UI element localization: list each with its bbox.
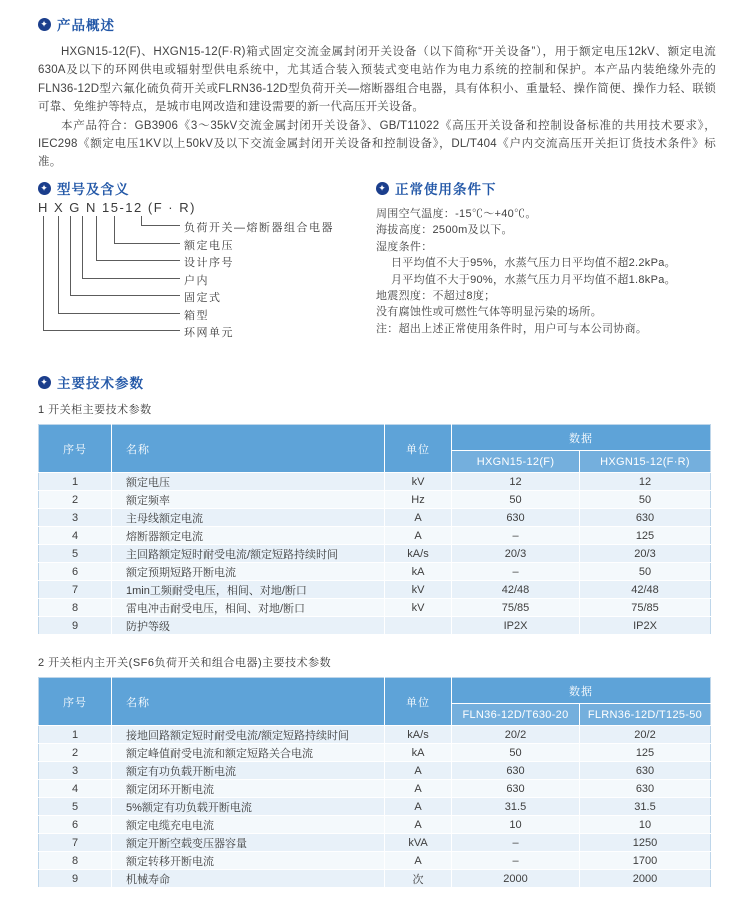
conditions-list [376,206,724,337]
table-cell: 额定预期短路开断电流 [112,563,385,581]
table-cell: 5%额定有功负载开断电流 [112,798,385,816]
table-cell: 2 [39,744,112,762]
table2-header-unit: 单位 [385,678,452,726]
section-title-overview: 产品概述 [57,18,115,33]
table-cell: 5 [39,545,112,563]
condition-line: 地震烈度：不超过8度； [376,290,496,303]
table-cell: 1 [39,726,112,744]
table-cell: 额定开断空载变压器容量 [112,834,385,852]
designation-branch-label: 负荷开关—熔断器组合电器 [184,222,334,234]
condition-line: 没有腐蚀性或可燃性气体等明显污染的场所。 [376,306,602,319]
table-cell: 接地回路额定短时耐受电流/额定短路持续时间 [112,726,385,744]
table-cell: kA [385,744,452,762]
table-cell: 额定频率 [112,491,385,509]
condition-line: 湿度条件： [376,240,433,253]
table-switchgear-params [38,424,711,635]
table-cell: 75/85 [580,599,711,617]
table-cell: 额定电缆充电电流 [112,816,385,834]
table-cell: 20/3 [580,545,711,563]
section-normal-use-conditions [376,178,724,337]
table-cell: 31.5 [580,798,711,816]
star-in-circle-icon: ✦ [38,376,51,389]
table-cell: kV [385,599,452,617]
section-heading-overview [38,14,716,34]
table-cell: 10 [580,816,711,834]
table-cell: 3 [39,509,112,527]
table-row [39,527,711,545]
table-cell: 熔断器额定电流 [112,527,385,545]
table-cell: Hz [385,491,452,509]
table1-header-name: 名称 [112,425,385,473]
table-cell: 2000 [580,870,711,888]
table-row [39,798,711,816]
table-row [39,581,711,599]
table-cell: 20/2 [580,726,711,744]
table-cell: 额定电压 [112,473,385,491]
table-cell: 31.5 [452,798,580,816]
table1-header-index: 序号 [39,425,112,473]
designation-branch-label: 环网单元 [184,327,234,339]
section-technical-parameters [38,372,716,888]
table-cell: 6 [39,563,112,581]
table-cell: 2000 [452,870,580,888]
table-cell: A [385,798,452,816]
table-cell: kA [385,563,452,581]
table-cell: A [385,509,452,527]
table-row [39,563,711,581]
section-title-model: 型号及含义 [57,182,130,197]
table-cell: A [385,527,452,545]
condition-line: 注：超出上述正常使用条件时，用户可与本公司协商。 [376,322,648,335]
table-cell: 额定转移开断电流 [112,852,385,870]
table-cell: 2 [39,491,112,509]
table-cell: 42/48 [452,581,580,599]
table-cell: 125 [580,527,711,545]
table-row [39,617,711,635]
designation-branch-label: 固定式 [184,292,222,304]
table1-header-model1: HXGN15-12(F) [452,451,580,473]
table-cell: 4 [39,780,112,798]
table-cell: 9 [39,617,112,635]
table-cell: 1700 [580,852,711,870]
table-cell: 机械寿命 [112,870,385,888]
table-row [39,852,711,870]
table-cell: 42/48 [580,581,711,599]
table-cell: 630 [580,762,711,780]
section-heading-parameters [38,372,716,392]
table-cell: IP2X [452,617,580,635]
table-cell: kA/s [385,726,452,744]
table-cell: 1 [39,473,112,491]
table1-header-data: 数据 [452,425,711,451]
section-model-designation [38,178,376,348]
table-cell: 630 [452,762,580,780]
star-in-circle-icon: ✦ [38,18,51,31]
table1-caption: 1 开关柜主要技术参数 [38,404,152,416]
table-row [39,726,711,744]
designation-branch-label: 额定电压 [184,239,234,252]
designation-branch-line [43,216,180,331]
table-cell: IP2X [580,617,711,635]
condition-line: 海拔高度：2500m及以下。 [376,224,513,237]
overview-paragraph-2: 本产品符合：GB3906《3～35kV交流金属封闭开关设备》、GB/T11022《高压开关设备和控制设备标准的共用技术要求》，IEC298《额定电压1KV以上50kV及以下交流金属封闭开关设备和控制设备》，DL/T404《户内交流高压开关拒订货技术条件》标准。 [38,119,716,169]
section-heading-conditions [376,178,724,198]
table-main-switch-params [38,677,711,888]
table-cell: 额定峰值耐受电流和额定短路关合电流 [112,744,385,762]
table-cell: 20/2 [452,726,580,744]
table-row [39,762,711,780]
table-cell: 额定闭环开断电流 [112,780,385,798]
table-cell [385,617,452,635]
table-cell: 630 [580,780,711,798]
table-cell: 4 [39,527,112,545]
section-product-overview [38,14,716,172]
table-row [39,509,711,527]
table-cell: 主母线额定电流 [112,509,385,527]
table-cell: 3 [39,762,112,780]
table-cell: 主回路额定短时耐受电流/额定短路持续时间 [112,545,385,563]
table-cell: 12 [580,473,711,491]
model-designation-code: H X G N 15-12 (F · R) [38,200,196,215]
table-cell: 630 [452,780,580,798]
star-in-circle-icon: ✦ [38,182,51,195]
table-row [39,599,711,617]
table-cell: 50 [580,491,711,509]
table-cell: 5 [39,798,112,816]
table2-header-model1: FLN36-12D/T630-20 [452,704,580,726]
table2-header-index: 序号 [39,678,112,726]
table-cell: 8 [39,599,112,617]
table2-header-model2: FLRN36-12D/T125-50 [580,704,711,726]
table-row [39,744,711,762]
table-cell: 6 [39,816,112,834]
table-row [39,816,711,834]
model-designation-tree [38,178,376,348]
table-cell: 防护等级 [112,617,385,635]
table-row [39,545,711,563]
table-cell: 雷电冲击耐受电压，相间、对地/断口 [112,599,385,617]
table-cell: A [385,816,452,834]
table-cell: – [452,563,580,581]
designation-branch-label: 设计序号 [184,257,234,269]
table-cell: 8 [39,852,112,870]
table-cell: 75/85 [452,599,580,617]
table1-header-unit: 单位 [385,425,452,473]
table-cell: A [385,852,452,870]
table-cell: 630 [580,509,711,527]
table-cell: 50 [452,491,580,509]
table-cell: 1250 [580,834,711,852]
table-cell: – [452,834,580,852]
table-cell: kV [385,473,452,491]
table-row [39,473,711,491]
table-row [39,834,711,852]
table-cell: 12 [452,473,580,491]
table-cell: 9 [39,870,112,888]
table-row [39,491,711,509]
table-row [39,780,711,798]
table-cell: A [385,780,452,798]
table-cell: 额定有功负载开断电流 [112,762,385,780]
table-cell: – [452,527,580,545]
table-cell: 次 [385,870,452,888]
section-title-conditions: 正常使用条件下 [395,182,497,197]
star-in-circle-icon: ✦ [376,182,389,195]
table1-header-model2: HXGN15-12(F·R) [580,451,711,473]
condition-line: 日平均值不大于95%，水蒸气压力日平均值不超2.2kPa。 [391,257,676,270]
designation-branch-label: 户内 [184,274,209,287]
designation-branch-label: 箱型 [184,309,209,322]
table-cell: 125 [580,744,711,762]
table-cell: kA/s [385,545,452,563]
table-cell: 10 [452,816,580,834]
table2-header-data: 数据 [452,678,711,704]
table-cell: 7 [39,581,112,599]
table-cell: 1min工频耐受电压，相间、对地/断口 [112,581,385,599]
condition-line: 周围空气温度：-15℃～+40℃。 [376,208,537,220]
table-row [39,870,711,888]
condition-line: 月平均值不大于90%，水蒸气压力月平均值不超1.8kPa。 [391,273,676,286]
table-cell: A [385,762,452,780]
table-cell: kV [385,581,452,599]
table-cell: 630 [452,509,580,527]
table-cell: kVA [385,834,452,852]
overview-paragraph-1: HXGN15-12(F)、HXGN15-12(F·R)箱式固定交流金属封闭开关设备（以下简称“开关设备”），用于额定电压12kV、额定电流630A及以下的环网供电或辐射型供电系统中，尤其适合装入预装式变电站作为电力系统的控制和保护。本产品内装绝缘外壳的FLN36-12D型六氟化硫负荷开关或FLRN36-12D型负荷开关—熔断器组合电器，具有体积小、重量轻、操作简便、操作力轻、联锁可靠、免维护等特点，是城市电网改造和建设需要的新一代高压开关设备。 [38,46,716,114]
table-cell: 7 [39,834,112,852]
table2-header-name: 名称 [112,678,385,726]
table-cell: – [452,852,580,870]
table-cell: 50 [452,744,580,762]
table2-caption: 2 开关柜内主开关(SF6负荷开关和组合电器)主要技术参数 [38,657,332,669]
table-cell: 50 [580,563,711,581]
section-title-parameters: 主要技术参数 [57,376,144,391]
table-cell: 20/3 [452,545,580,563]
